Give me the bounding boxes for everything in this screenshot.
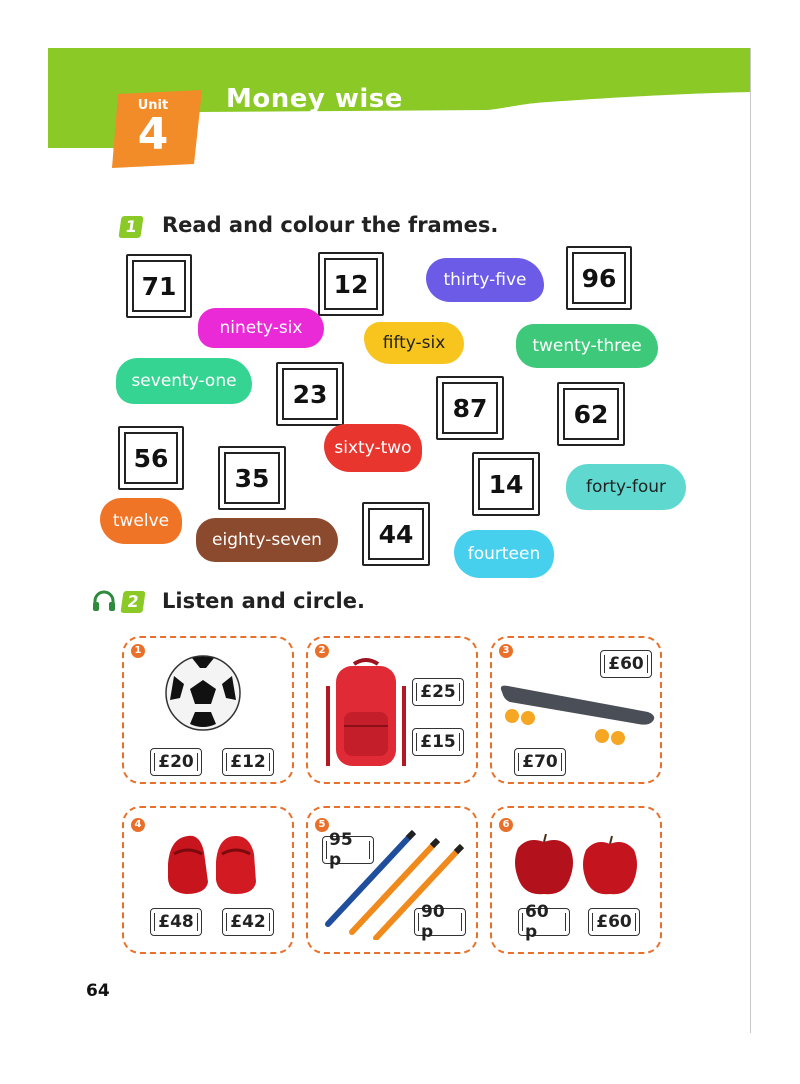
price-tag[interactable] [222, 748, 274, 776]
frame-number: 35 [234, 463, 270, 493]
price-text: 60 p [525, 902, 549, 942]
frame-number: 96 [581, 263, 617, 293]
word-blob: twenty-three [516, 324, 658, 368]
frame-number: 62 [573, 399, 609, 429]
word-blob: ninety-six [198, 308, 324, 348]
price-tag[interactable] [150, 748, 202, 776]
red-shoes-image [162, 824, 262, 900]
unit-number: 4 [137, 109, 169, 160]
number-frame[interactable] [318, 252, 384, 316]
price-text: £60 [596, 912, 632, 932]
word-blob: fifty-six [364, 322, 464, 364]
page-number: 64 [86, 981, 110, 1001]
price-tag[interactable] [414, 902, 466, 942]
number-frame[interactable] [566, 246, 632, 310]
price-tag[interactable] [600, 650, 652, 678]
price-tag[interactable] [412, 678, 464, 706]
word-blob: forty-four [566, 464, 686, 510]
item-number: 4 [131, 818, 145, 832]
headphones-icon [92, 590, 116, 612]
number-frame[interactable] [126, 254, 192, 318]
backpack-image [326, 656, 406, 774]
page-edge [750, 48, 751, 1033]
number-frame[interactable] [362, 502, 430, 566]
frame-number: 56 [133, 443, 169, 473]
word-blob: fourteen [454, 530, 554, 578]
apples-image [514, 834, 642, 898]
item-number: 1 [131, 644, 145, 658]
word-blob: eighty-seven [196, 518, 338, 562]
price-text: £20 [158, 752, 194, 772]
activity-1-instruction: Read and colour the frames. [162, 213, 499, 237]
price-text: £42 [230, 912, 266, 932]
skateboard-image [498, 682, 658, 746]
price-text: 90 p [421, 902, 445, 942]
word-blob: thirty-five [426, 258, 544, 302]
word-blob: twelve [100, 498, 182, 544]
unit-title: Money wise [226, 84, 403, 114]
frame-number: 14 [488, 469, 524, 499]
number-frame[interactable] [472, 452, 540, 516]
football-image [164, 654, 242, 732]
number-frame[interactable] [118, 426, 184, 490]
frame-number: 12 [333, 269, 369, 299]
price-text: £15 [420, 732, 456, 752]
frame-number: 87 [452, 393, 488, 423]
price-tag[interactable] [150, 908, 202, 936]
item-number: 5 [315, 818, 329, 832]
activity-1-number: 1 [118, 216, 143, 238]
frame-number: 71 [141, 271, 177, 301]
price-text: 95 p [329, 830, 353, 870]
number-frame[interactable] [557, 382, 625, 446]
item-number: 3 [499, 644, 513, 658]
activity-2-instruction: Listen and circle. [162, 589, 365, 613]
price-tag[interactable] [588, 908, 640, 936]
price-tag[interactable] [222, 908, 274, 936]
price-text: £25 [420, 682, 456, 702]
word-blob: sixty-two [324, 424, 422, 472]
item-number: 2 [315, 644, 329, 658]
activity-2-number: 2 [120, 591, 145, 613]
price-tag[interactable] [514, 748, 566, 776]
price-text: £60 [608, 654, 644, 674]
number-frame[interactable] [436, 376, 504, 440]
unit-label: Unit [137, 98, 169, 113]
price-text: £48 [158, 912, 194, 932]
price-text: £70 [522, 752, 558, 772]
word-blob: seventy-one [116, 358, 252, 404]
frame-number: 23 [292, 379, 328, 409]
number-frame[interactable] [276, 362, 344, 426]
item-number: 6 [499, 818, 513, 832]
price-tag[interactable] [412, 728, 464, 756]
number-frame[interactable] [218, 446, 286, 510]
frame-number: 44 [378, 519, 414, 549]
price-text: £12 [230, 752, 266, 772]
price-tag[interactable] [518, 902, 570, 942]
